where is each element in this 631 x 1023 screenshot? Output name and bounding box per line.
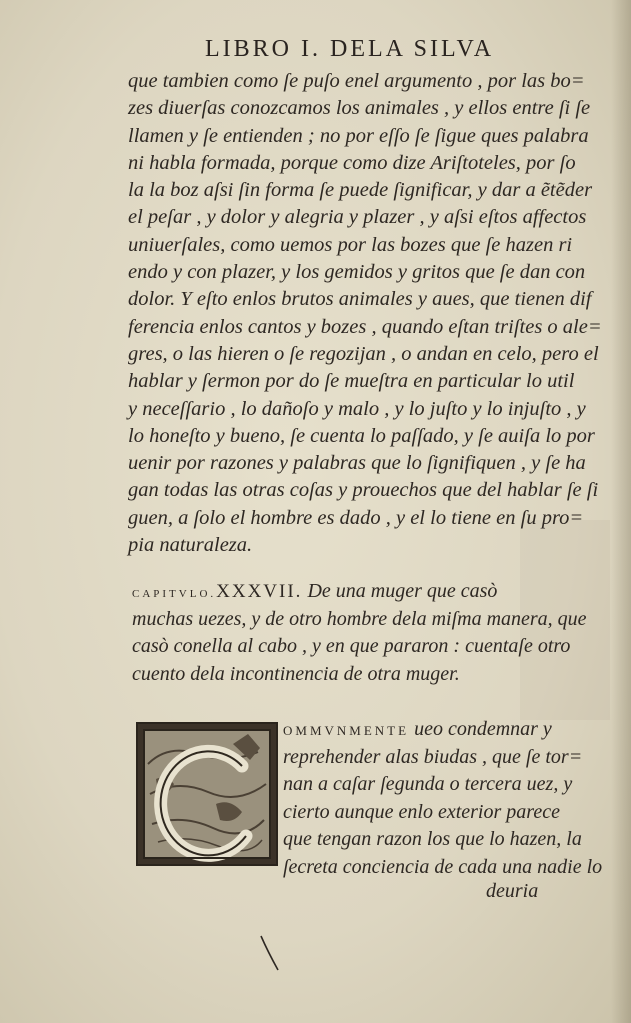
chapter-label: CAPITVLO. <box>132 588 217 600</box>
body-text <box>128 68 602 559</box>
body-line: zes diuerſas conozcamos los animales , y ellos entre ſi ſe <box>128 97 591 120</box>
woodcut-initial-graphic <box>138 724 276 864</box>
opening-smallcaps: OMMVNMENTE <box>283 723 410 738</box>
chapter-heading-line <box>132 578 592 606</box>
body-line: gan todas las otras coſas y prouechos que del hablar ſe ſi <box>128 479 599 502</box>
ink-stroke-mark <box>258 934 282 974</box>
opening-line: reprehender alas biudas , que ſe tor= <box>283 745 583 768</box>
decorated-initial-c <box>136 722 278 866</box>
running-head: LIBRO I. DELA SILVA <box>205 36 495 62</box>
body-line: guen, a ſolo el hombre es dado , y el lo tiene en ſu pro= <box>128 506 584 529</box>
catchword: deuria <box>486 880 539 902</box>
body-line: hablar y ſermon por do ſe mueſtra en particular lo util <box>128 370 575 393</box>
chapter-title-line: cuento dela incontinencia de otra muger. <box>132 662 460 685</box>
body-line: endo y con plazer, y los gemidos y gritos que ſe dan con <box>128 261 586 284</box>
chapter-heading <box>132 578 592 688</box>
body-line: ferencia enlos cantos y bozes , quando eſtan triſtes o ale= <box>128 315 602 338</box>
chapter-title-line: casò conella al cabo , y en que pararon : cuentaſe otro <box>132 635 571 657</box>
chapter-title-line: De una muger que casò <box>307 580 498 602</box>
page-edge-shadow <box>611 0 631 1023</box>
body-line: llamen y ſe entienden ; no por eſſo ſe ſigue ques palabra <box>128 124 589 147</box>
opening-line: cierto aunque enlo exterior parece <box>283 800 560 823</box>
opening-first-line <box>283 716 593 744</box>
body-line: dolor. Y eſto enlos brutos animales y aues, que tienen dif <box>128 288 592 311</box>
opening-first-line-rest: ueo condemnar y <box>409 718 552 740</box>
opening-line: que tengan razon los que lo hazen, la <box>283 828 582 851</box>
body-line: uenir por razones y palabras que lo ſignifiquen , y ſe ha <box>128 452 586 475</box>
body-line: el peſar , y dolor y alegria y plazer , y aſsi eſtos affectos <box>128 206 587 229</box>
body-line: pia naturaleza. <box>128 534 253 557</box>
chapter-opening-text <box>283 716 603 882</box>
body-line: gres, o las hieren o ſe regozijan , o andan en celo, pero el <box>128 342 599 365</box>
body-line: uniuerſales, como uemos por las bozes que ſe hazen ri <box>128 233 573 256</box>
chapter-title-line: muchas uezes, y de otro hombre dela miſma manera, que <box>132 607 587 630</box>
opening-line: nan a caſar ſegunda o tercera uez, y <box>283 773 573 796</box>
opening-line: ſecreta conciencia de cada una nadie lo <box>283 855 603 878</box>
body-line: y neceſſario , lo dañoſo y malo , y lo juſto y lo injuſto , y <box>128 397 586 420</box>
body-line: que tambien como ſe puſo enel argumento , por las bo= <box>128 70 585 92</box>
body-line: la la boz aſsi ſin forma ſe puede ſignificar, y dar a ẽtẽder <box>128 179 593 202</box>
body-line: lo honeſto y bueno, ſe cuenta lo paſſado, y ſe auiſa lo por <box>128 424 595 447</box>
chapter-number: XXXVII. <box>216 581 303 602</box>
body-line: ni habla formada, porque como dize Ariſtoteles, por ſo <box>128 151 576 174</box>
